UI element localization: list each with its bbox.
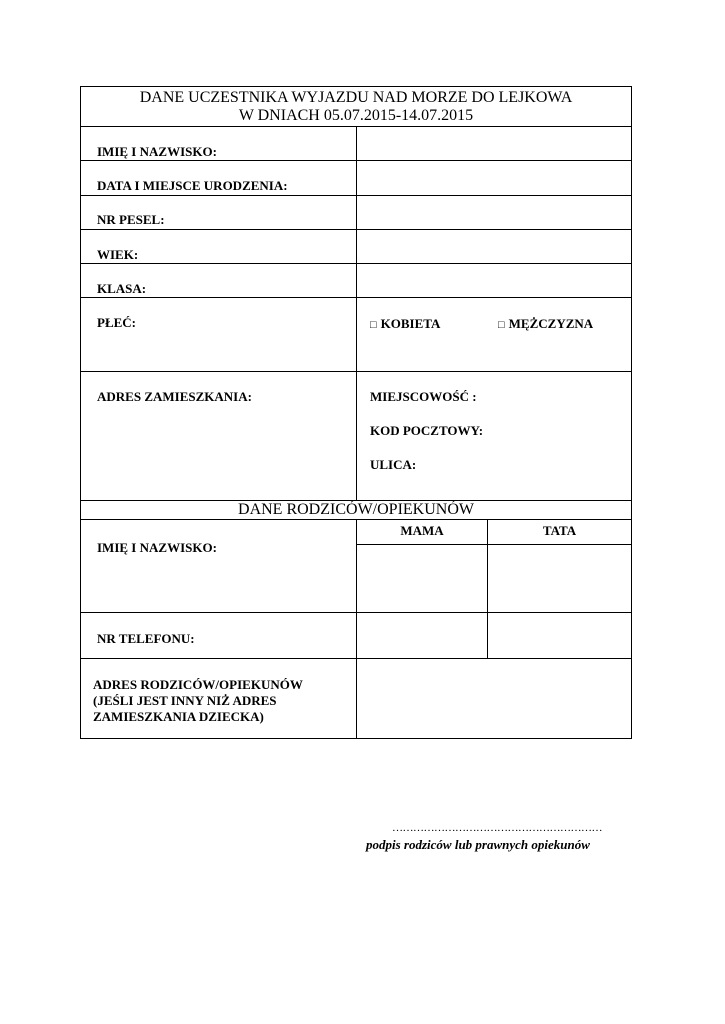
form-title-line2: W DNIACH 05.07.2015-14.07.2015 [238,107,474,124]
column-divider [487,519,488,658]
class-label: KLASA: [97,281,147,296]
parents-address-label-line1: ADRES RODZICÓW/OPIEKUNÓW [93,677,303,692]
signature-caption: podpis rodziców lub prawnych opiekunów [366,837,590,852]
birth-label: DATA I MIEJSCE URODZENIA: [97,178,288,193]
city-label: MIEJSCOWOŚĆ : [370,389,477,404]
male-label: MĘŻCZYZNA [508,316,594,331]
gender-option-female[interactable] [370,316,440,332]
postal-code-label: KOD POCZTOWY: [370,423,484,438]
gender-label: PŁEĆ: [97,315,136,330]
column-divider [356,519,357,738]
address-label: ADRES ZAMIESZKANIA: [97,389,252,404]
form-title-line1: DANE UCZESTNIKA WYJAZDU NAD MORZE DO LEJKOWA [139,89,573,106]
name-label: IMIĘ I NAZWISKO: [97,144,217,159]
father-column-header: TATA [542,523,577,538]
mother-column-header: MAMA [400,523,444,538]
row-divider [356,544,631,545]
parents-address-label-line3: ZAMIESZKANIA DZIECKA) [93,709,264,724]
checkbox-icon: □ [370,319,377,331]
female-label: KOBIETA [380,316,441,331]
parents-name-label: IMIĘ I NAZWISKO: [97,540,217,555]
parents-section-title: DANE RODZICÓW/OPIEKUNÓW [238,501,474,518]
street-label: ULICA: [370,457,417,472]
age-label: WIEK: [97,247,139,262]
participant-form [80,86,632,739]
phone-label: NR TELEFONU: [97,631,195,646]
parents-address-label-line2: (JEŚLI JEST INNY NIŻ ADRES [93,693,277,708]
signature-line: …………………………………………………… [392,822,602,834]
column-divider [356,126,357,500]
gender-option-male[interactable] [498,316,593,332]
checkbox-icon: □ [498,319,505,331]
pesel-label: NR PESEL: [97,212,165,227]
